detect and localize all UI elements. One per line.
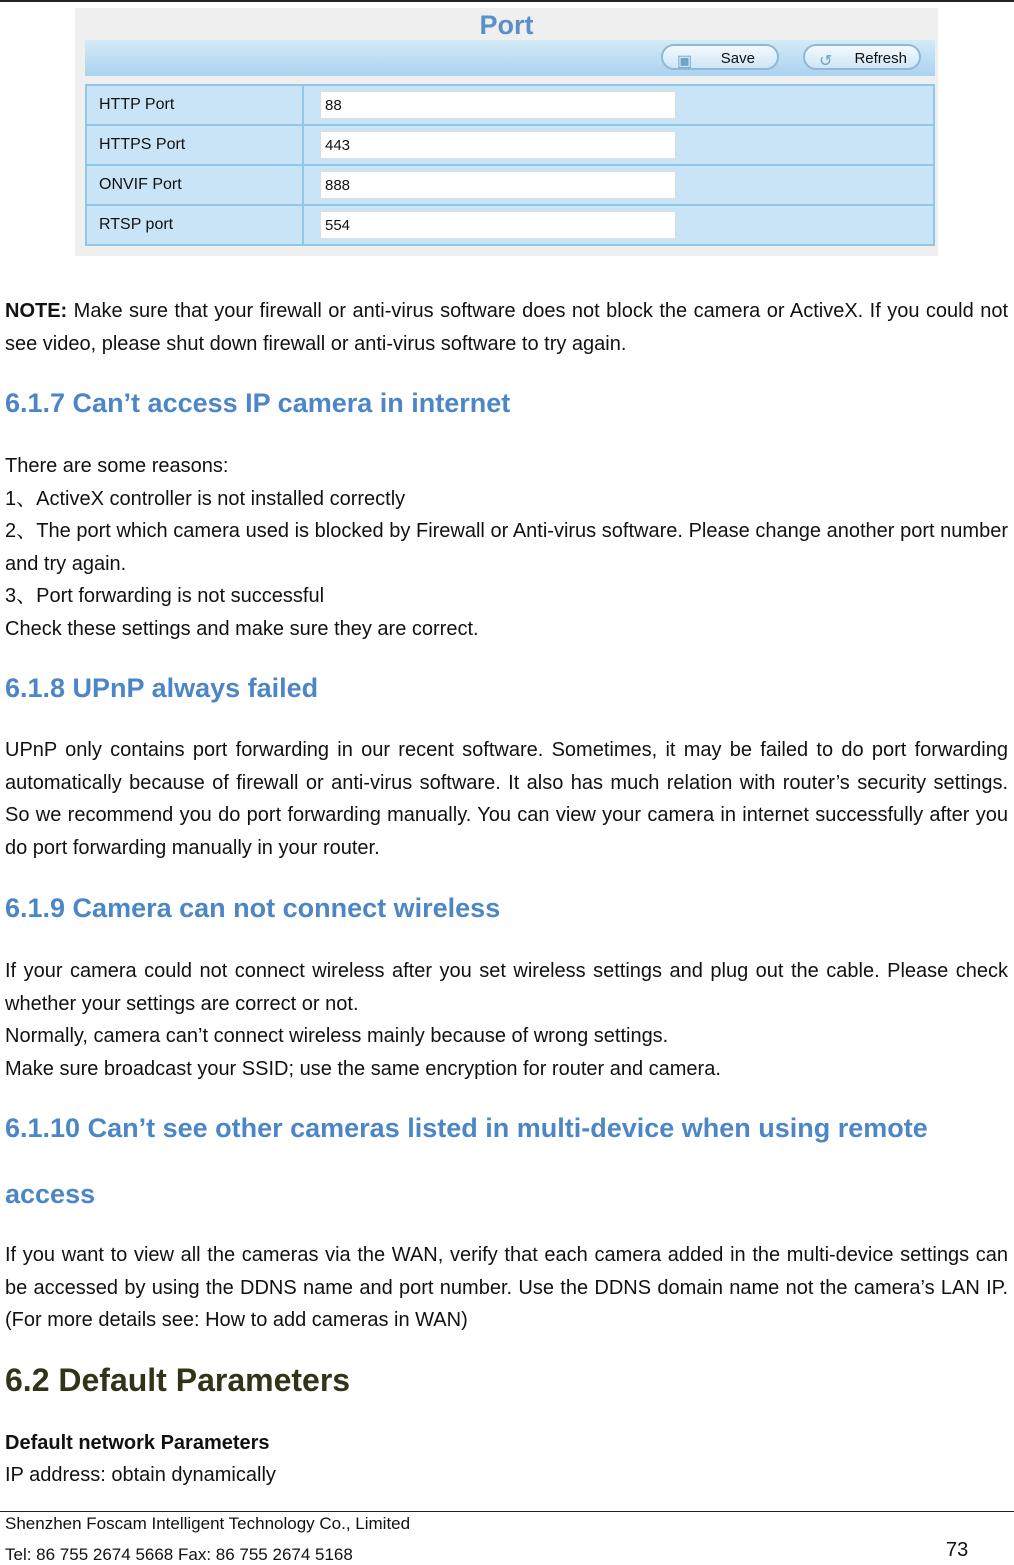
text-line: There are some reasons:	[5, 455, 229, 477]
rtsp-port-input[interactable]: 554	[320, 211, 676, 239]
note-paragraph	[5, 295, 1008, 360]
subheading-default-network: Default network Parameters	[5, 1432, 270, 1454]
text-line: Normally, camera can’t connect wireless mainly because of wrong settings.	[5, 1025, 669, 1048]
https-port-label: HTTPS Port	[86, 125, 303, 165]
table-row	[86, 165, 934, 205]
heading-6-1-10: 6.1.10 Can’t see other cameras listed in multi-device when using remote	[5, 1113, 928, 1143]
panel-title: Port	[479, 10, 534, 40]
text-line: 3、Port forwarding is not successful	[5, 585, 325, 608]
http-port-input[interactable]: 88	[320, 91, 676, 119]
text-line: 1、ActiveX controller is not installed correctly	[5, 487, 406, 510]
note-label: NOTE:	[5, 300, 68, 322]
table-row	[86, 125, 934, 165]
table-row	[86, 205, 934, 245]
save-icon: ▣	[677, 53, 693, 70]
section-6-1-9-body	[5, 955, 1008, 1085]
text-line: Make sure broadcast your SSID; use the same encryption for router and camera.	[5, 1057, 721, 1080]
table-row	[86, 85, 934, 125]
heading-6-1-7: 6.1.7 Can’t access IP camera in internet	[5, 388, 511, 418]
toolbar	[85, 40, 935, 76]
footer-rule	[0, 1511, 1014, 1512]
heading-6-1-9: 6.1.9 Camera can not connect wireless	[5, 893, 501, 923]
https-port-input[interactable]: 443	[320, 131, 676, 159]
section-6-1-7-body	[5, 450, 1008, 646]
section-6-1-10-body: If you want to view all the cameras via the WAN, verify that each camera added in the multi-device settings can be accessed by using the DDNS name and port number. Use the DDNS domain name not the camera’s LAN IP. (For more details see: How to add cameras in WAN)	[5, 1244, 1008, 1332]
save-button[interactable]: ▣ Save	[661, 44, 779, 70]
heading-6-1-8: 6.1.8 UPnP always failed	[5, 673, 319, 703]
http-port-label: HTTP Port	[86, 85, 303, 125]
text-line: 2、The port which camera used is blocked by Firewall or Anti-virus software. Please change another port number and try again.	[5, 520, 1008, 575]
refresh-icon: ↺	[819, 53, 833, 70]
page-number: 73	[946, 1539, 969, 1561]
port-table	[85, 84, 935, 246]
top-rule	[0, 0, 1014, 2]
heading-6-2: 6.2 Default Parameters	[5, 1362, 351, 1398]
footer-company: Shenzhen Foscam Intelligent Technology Co., Limited	[5, 1514, 411, 1533]
onvif-port-label: ONVIF Port	[86, 165, 303, 205]
footer-contact: Tel: 86 755 2674 5668 Fax: 86 755 2674 5168	[5, 1545, 353, 1564]
onvif-port-input[interactable]: 888	[320, 171, 676, 199]
port-settings-panel	[75, 8, 938, 256]
rtsp-port-label: RTSP port	[86, 205, 303, 245]
heading-6-1-10-cont: access	[5, 1179, 96, 1209]
section-6-1-8-body: UPnP only contains port forwarding in our recent software. Sometimes, it may be failed to do port forwarding automatically because of firewall or anti-virus software. It also has much relation with router’s security settings. So we recommend you do port forwarding manually. You can view your camera in internet successfully after you do port forwarding manually in your router.	[5, 739, 1008, 859]
note-text: Make sure that your firewall or anti-virus software does not block the camera or ActiveX. If you could not see video, please shut down firewall or anti-virus software to try again.	[5, 300, 1008, 355]
text-line: Check these settings and make sure they are correct.	[5, 617, 479, 640]
text-line: If your camera could not connect wireless after you set wireless settings and plug out the cable. Please check whether your settings are correct or not.	[5, 960, 1008, 1015]
refresh-button[interactable]: ↺ Refresh	[803, 44, 921, 70]
ip-address-line: IP address: obtain dynamically	[5, 1464, 276, 1486]
